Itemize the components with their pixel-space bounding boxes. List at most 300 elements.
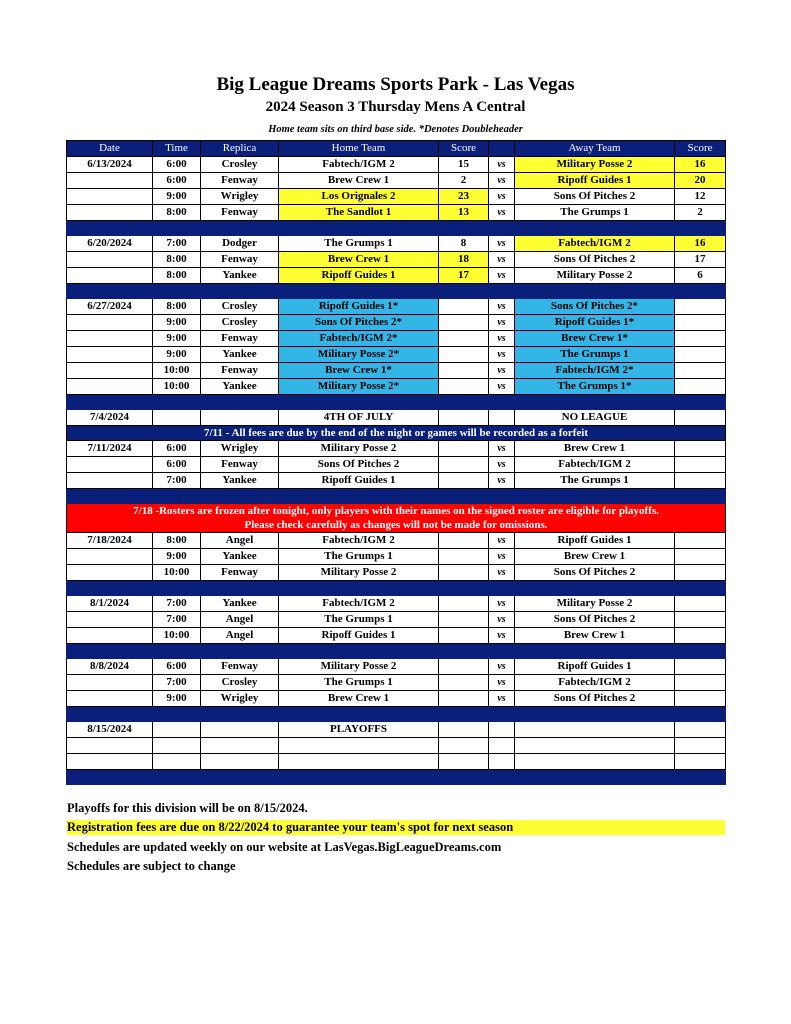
game-row bbox=[67, 331, 726, 347]
away-team-cell: The Grumps 1 bbox=[515, 347, 675, 363]
blank-cell bbox=[439, 738, 489, 754]
vs-cell: vs bbox=[489, 268, 515, 284]
subject-to-change-note: Schedules are subject to change bbox=[67, 859, 236, 873]
time-cell: 9:00 bbox=[153, 549, 201, 565]
game-row bbox=[67, 628, 726, 644]
home-score-cell: 23 bbox=[439, 189, 489, 205]
roster-notice-line: Please check carefully as changes will not be made for omissions. bbox=[244, 519, 548, 531]
spacer-cell bbox=[201, 707, 279, 722]
game-row bbox=[67, 236, 726, 252]
home-team-cell: Military Posse 2 bbox=[279, 565, 439, 581]
header-time: Time bbox=[153, 141, 201, 157]
vs-cell: vs bbox=[489, 457, 515, 473]
away-score-cell bbox=[675, 722, 726, 738]
date-cell bbox=[67, 457, 153, 473]
spacer-row bbox=[67, 489, 726, 504]
home-score-cell bbox=[439, 691, 489, 707]
game-row bbox=[67, 612, 726, 628]
blank-cell bbox=[67, 754, 153, 770]
time-cell: 6:00 bbox=[153, 457, 201, 473]
spacer-cell bbox=[515, 770, 675, 785]
time-cell: 7:00 bbox=[153, 596, 201, 612]
away-score-cell: 17 bbox=[675, 252, 726, 268]
spacer-cell bbox=[67, 395, 153, 410]
date-cell: 7/4/2024 bbox=[67, 410, 153, 426]
spacer-cell bbox=[201, 284, 279, 299]
away-score-cell: 12 bbox=[675, 189, 726, 205]
home-team-cell: Ripoff Guides 1 bbox=[279, 268, 439, 284]
time-cell: 8:00 bbox=[153, 268, 201, 284]
away-team-cell: Military Posse 2 bbox=[515, 157, 675, 173]
replica-cell: Angel bbox=[201, 612, 279, 628]
replica-cell: Yankee bbox=[201, 473, 279, 489]
replica-cell: Crosley bbox=[201, 299, 279, 315]
spacer-cell bbox=[279, 489, 439, 504]
home-team-cell: The Grumps 1 bbox=[279, 549, 439, 565]
game-row bbox=[67, 473, 726, 489]
home-score-cell bbox=[439, 299, 489, 315]
home-score-cell bbox=[439, 722, 489, 738]
home-score-cell: 2 bbox=[439, 173, 489, 189]
home-score-cell bbox=[439, 347, 489, 363]
away-team-cell: Sons Of Pitches 2 bbox=[515, 612, 675, 628]
date-cell: 8/1/2024 bbox=[67, 596, 153, 612]
home-team-cell: PLAYOFFS bbox=[279, 722, 439, 738]
away-score-cell bbox=[675, 549, 726, 565]
time-cell: 8:00 bbox=[153, 533, 201, 549]
away-score-cell bbox=[675, 331, 726, 347]
home-team-cell: Fabtech/IGM 2 bbox=[279, 533, 439, 549]
header-replica: Replica bbox=[201, 141, 279, 157]
spacer-cell bbox=[201, 770, 279, 785]
blank-cell bbox=[675, 738, 726, 754]
spacer-row bbox=[67, 707, 726, 722]
spacer-cell bbox=[67, 284, 153, 299]
away-team-cell: Fabtech/IGM 2 bbox=[515, 457, 675, 473]
game-row bbox=[67, 205, 726, 221]
home-team-cell: Military Posse 2* bbox=[279, 347, 439, 363]
away-team-cell: Sons Of Pitches 2 bbox=[515, 189, 675, 205]
spacer-cell bbox=[489, 770, 515, 785]
header-home-team: Home Team bbox=[279, 141, 439, 157]
away-team-cell: Sons Of Pitches 2 bbox=[515, 252, 675, 268]
vs-cell: vs bbox=[489, 379, 515, 395]
date-cell bbox=[67, 173, 153, 189]
playoffs-note: Playoffs for this division will be on 8/15/2024. bbox=[67, 801, 308, 815]
spacer-cell bbox=[439, 489, 489, 504]
away-team-cell: Ripoff Guides 1 bbox=[515, 173, 675, 189]
date-cell: 6/13/2024 bbox=[67, 157, 153, 173]
spacer-row bbox=[67, 644, 726, 659]
spacer-cell bbox=[439, 221, 489, 236]
vs-cell: vs bbox=[489, 596, 515, 612]
spacer-cell bbox=[489, 489, 515, 504]
spacer-cell bbox=[515, 489, 675, 504]
time-cell: 7:00 bbox=[153, 675, 201, 691]
vs-cell: vs bbox=[489, 675, 515, 691]
spacer-row bbox=[67, 770, 726, 785]
spacer-cell bbox=[153, 707, 201, 722]
away-team-cell: Sons Of Pitches 2 bbox=[515, 565, 675, 581]
vs-cell: vs bbox=[489, 473, 515, 489]
home-team-cell: 4TH OF JULY bbox=[279, 410, 439, 426]
time-cell: 9:00 bbox=[153, 331, 201, 347]
blank-cell bbox=[279, 754, 439, 770]
away-team-cell: The Grumps 1* bbox=[515, 379, 675, 395]
away-team-cell: The Grumps 1 bbox=[515, 205, 675, 221]
fees-notice: 7/11 - All fees are due by the end of the night or games will be recorded as a forfeit bbox=[67, 426, 726, 441]
time-cell: 10:00 bbox=[153, 628, 201, 644]
blank-cell bbox=[515, 738, 675, 754]
time-cell: 6:00 bbox=[153, 173, 201, 189]
game-row bbox=[67, 252, 726, 268]
event-row bbox=[67, 722, 726, 738]
blank-cell bbox=[675, 754, 726, 770]
away-score-cell: 16 bbox=[675, 236, 726, 252]
spacer-cell bbox=[675, 770, 726, 785]
home-team-cell: Fabtech/IGM 2 bbox=[279, 157, 439, 173]
vs-cell: vs bbox=[489, 612, 515, 628]
header-away-score: Score bbox=[675, 141, 726, 157]
spacer-cell bbox=[515, 221, 675, 236]
home-team-cell: Brew Crew 1 bbox=[279, 691, 439, 707]
away-team-cell: Ripoff Guides 1* bbox=[515, 315, 675, 331]
home-score-cell bbox=[439, 533, 489, 549]
spacer-cell bbox=[279, 581, 439, 596]
replica-cell: Fenway bbox=[201, 363, 279, 379]
vs-cell: vs bbox=[489, 331, 515, 347]
away-team-cell: Sons Of Pitches 2 bbox=[515, 691, 675, 707]
spacer-cell bbox=[153, 770, 201, 785]
away-score-cell bbox=[675, 533, 726, 549]
replica-cell: Angel bbox=[201, 533, 279, 549]
fees-notice-row bbox=[67, 426, 726, 441]
spacer-cell bbox=[153, 221, 201, 236]
vs-cell: vs bbox=[489, 533, 515, 549]
vs-cell: vs bbox=[489, 549, 515, 565]
game-row bbox=[67, 379, 726, 395]
time-cell: 10:00 bbox=[153, 363, 201, 379]
replica-cell: Crosley bbox=[201, 675, 279, 691]
away-score-cell bbox=[675, 659, 726, 675]
spacer-cell bbox=[201, 221, 279, 236]
blank-row bbox=[67, 738, 726, 754]
spacer-cell bbox=[489, 284, 515, 299]
away-score-cell bbox=[675, 628, 726, 644]
header-home-score: Score bbox=[439, 141, 489, 157]
date-cell bbox=[67, 205, 153, 221]
away-score-cell bbox=[675, 565, 726, 581]
date-cell bbox=[67, 612, 153, 628]
spacer-cell bbox=[67, 644, 153, 659]
away-team-cell: NO LEAGUE bbox=[515, 410, 675, 426]
away-team-cell: Brew Crew 1 bbox=[515, 549, 675, 565]
blank-cell bbox=[489, 738, 515, 754]
game-row bbox=[67, 457, 726, 473]
away-score-cell bbox=[675, 379, 726, 395]
replica-cell: Fenway bbox=[201, 205, 279, 221]
home-team-cell: Fabtech/IGM 2* bbox=[279, 331, 439, 347]
spacer-row bbox=[67, 221, 726, 236]
home-team-cell: Brew Crew 1* bbox=[279, 363, 439, 379]
home-score-cell bbox=[439, 410, 489, 426]
roster-notice-line: 7/18 -Rosters are frozen after tonight, only players with their names on the signed roster are eligible for playoffs. bbox=[133, 505, 659, 517]
date-cell: 6/27/2024 bbox=[67, 299, 153, 315]
date-cell: 6/20/2024 bbox=[67, 236, 153, 252]
spacer-row bbox=[67, 395, 726, 410]
replica-cell bbox=[201, 722, 279, 738]
home-score-cell bbox=[439, 596, 489, 612]
away-score-cell bbox=[675, 347, 726, 363]
vs-cell: vs bbox=[489, 691, 515, 707]
game-row bbox=[67, 268, 726, 284]
spacer-cell bbox=[675, 489, 726, 504]
home-score-cell: 18 bbox=[439, 252, 489, 268]
away-score-cell: 20 bbox=[675, 173, 726, 189]
vs-cell: vs bbox=[489, 315, 515, 331]
time-cell: 7:00 bbox=[153, 236, 201, 252]
table-header-row bbox=[67, 141, 726, 157]
time-cell: 9:00 bbox=[153, 189, 201, 205]
away-team-cell: Brew Crew 1* bbox=[515, 331, 675, 347]
spacer-cell bbox=[279, 284, 439, 299]
replica-cell: Yankee bbox=[201, 347, 279, 363]
replica-cell: Angel bbox=[201, 628, 279, 644]
away-score-cell: 6 bbox=[675, 268, 726, 284]
home-score-cell bbox=[439, 675, 489, 691]
page-subtitle: 2024 Season 3 Thursday Mens A Central bbox=[265, 99, 526, 115]
home-score-cell: 13 bbox=[439, 205, 489, 221]
time-cell: 10:00 bbox=[153, 565, 201, 581]
vs-cell bbox=[489, 410, 515, 426]
spacer-cell bbox=[675, 221, 726, 236]
spacer-cell bbox=[279, 221, 439, 236]
away-team-cell bbox=[515, 722, 675, 738]
vs-cell: vs bbox=[489, 441, 515, 457]
spacer-cell bbox=[489, 644, 515, 659]
spacer-row bbox=[67, 284, 726, 299]
date-cell bbox=[67, 252, 153, 268]
doubleheader-note: Home team sits on third base side. *Denotes Doubleheader bbox=[268, 124, 523, 135]
home-score-cell: 17 bbox=[439, 268, 489, 284]
vs-cell bbox=[489, 722, 515, 738]
spacer-cell bbox=[489, 395, 515, 410]
vs-cell: vs bbox=[489, 347, 515, 363]
roster-notice bbox=[67, 504, 726, 533]
home-score-cell bbox=[439, 379, 489, 395]
date-cell: 7/18/2024 bbox=[67, 533, 153, 549]
home-team-cell: Ripoff Guides 1 bbox=[279, 628, 439, 644]
date-cell bbox=[67, 565, 153, 581]
spacer-cell bbox=[201, 395, 279, 410]
vs-cell: vs bbox=[489, 205, 515, 221]
away-team-cell: Military Posse 2 bbox=[515, 268, 675, 284]
time-cell: 9:00 bbox=[153, 347, 201, 363]
date-cell bbox=[67, 331, 153, 347]
spacer-cell bbox=[439, 770, 489, 785]
away-score-cell bbox=[675, 473, 726, 489]
time-cell: 8:00 bbox=[153, 252, 201, 268]
date-cell bbox=[67, 473, 153, 489]
replica-cell: Fenway bbox=[201, 331, 279, 347]
time-cell: 6:00 bbox=[153, 659, 201, 675]
away-score-cell bbox=[675, 299, 726, 315]
game-row bbox=[67, 157, 726, 173]
blank-cell bbox=[439, 754, 489, 770]
away-score-cell bbox=[675, 441, 726, 457]
blank-cell bbox=[153, 754, 201, 770]
vs-cell: vs bbox=[489, 252, 515, 268]
page-title: Big League Dreams Sports Park - Las Vegas bbox=[216, 74, 575, 95]
vs-cell: vs bbox=[489, 565, 515, 581]
away-score-cell: 2 bbox=[675, 205, 726, 221]
blank-cell bbox=[515, 754, 675, 770]
home-score-cell bbox=[439, 565, 489, 581]
spacer-cell bbox=[489, 221, 515, 236]
game-row bbox=[67, 549, 726, 565]
game-row bbox=[67, 363, 726, 379]
replica-cell: Yankee bbox=[201, 379, 279, 395]
replica-cell: Fenway bbox=[201, 565, 279, 581]
spacer-cell bbox=[439, 395, 489, 410]
away-team-cell: Fabtech/IGM 2 bbox=[515, 236, 675, 252]
blank-cell bbox=[201, 738, 279, 754]
schedule-table bbox=[66, 140, 726, 785]
game-row bbox=[67, 596, 726, 612]
game-row bbox=[67, 659, 726, 675]
date-cell bbox=[67, 691, 153, 707]
spacer-cell bbox=[201, 644, 279, 659]
spacer-row bbox=[67, 581, 726, 596]
spacer-cell bbox=[153, 489, 201, 504]
game-row bbox=[67, 299, 726, 315]
home-team-cell: Ripoff Guides 1* bbox=[279, 299, 439, 315]
time-cell: 9:00 bbox=[153, 691, 201, 707]
replica-cell: Fenway bbox=[201, 457, 279, 473]
home-team-cell: The Grumps 1 bbox=[279, 236, 439, 252]
replica-cell: Fenway bbox=[201, 173, 279, 189]
away-team-cell: Ripoff Guides 1 bbox=[515, 659, 675, 675]
home-score-cell bbox=[439, 441, 489, 457]
home-score-cell bbox=[439, 612, 489, 628]
vs-cell: vs bbox=[489, 236, 515, 252]
replica-cell: Yankee bbox=[201, 268, 279, 284]
vs-cell: vs bbox=[489, 363, 515, 379]
away-score-cell bbox=[675, 410, 726, 426]
spacer-cell bbox=[279, 707, 439, 722]
replica-cell: Fenway bbox=[201, 659, 279, 675]
date-cell bbox=[67, 628, 153, 644]
home-score-cell bbox=[439, 473, 489, 489]
game-row bbox=[67, 675, 726, 691]
vs-cell: vs bbox=[489, 628, 515, 644]
spacer-cell bbox=[67, 221, 153, 236]
blank-cell bbox=[279, 738, 439, 754]
spacer-cell bbox=[153, 284, 201, 299]
away-score-cell bbox=[675, 315, 726, 331]
date-cell bbox=[67, 189, 153, 205]
away-score-cell bbox=[675, 612, 726, 628]
spacer-cell bbox=[67, 581, 153, 596]
away-team-cell: The Grumps 1 bbox=[515, 473, 675, 489]
game-row bbox=[67, 691, 726, 707]
spacer-cell bbox=[489, 581, 515, 596]
game-row bbox=[67, 533, 726, 549]
event-row bbox=[67, 410, 726, 426]
date-cell bbox=[67, 675, 153, 691]
replica-cell: Crosley bbox=[201, 315, 279, 331]
date-cell bbox=[67, 549, 153, 565]
blank-cell bbox=[153, 738, 201, 754]
home-score-cell bbox=[439, 457, 489, 473]
away-score-cell bbox=[675, 363, 726, 379]
away-score-cell bbox=[675, 596, 726, 612]
spacer-cell bbox=[279, 395, 439, 410]
vs-cell: vs bbox=[489, 157, 515, 173]
time-cell: 8:00 bbox=[153, 205, 201, 221]
spacer-cell bbox=[279, 644, 439, 659]
blank-cell bbox=[67, 738, 153, 754]
away-team-cell: Brew Crew 1 bbox=[515, 628, 675, 644]
home-score-cell bbox=[439, 549, 489, 565]
time-cell bbox=[153, 722, 201, 738]
blank-cell bbox=[489, 754, 515, 770]
replica-cell: Wrigley bbox=[201, 441, 279, 457]
date-cell bbox=[67, 347, 153, 363]
spacer-cell bbox=[675, 284, 726, 299]
home-team-cell: Brew Crew 1 bbox=[279, 173, 439, 189]
home-team-cell: Brew Crew 1 bbox=[279, 252, 439, 268]
vs-cell: vs bbox=[489, 173, 515, 189]
game-row bbox=[67, 173, 726, 189]
home-team-cell: Military Posse 2 bbox=[279, 441, 439, 457]
home-score-cell: 8 bbox=[439, 236, 489, 252]
time-cell: 6:00 bbox=[153, 441, 201, 457]
time-cell: 9:00 bbox=[153, 315, 201, 331]
spacer-cell bbox=[515, 644, 675, 659]
spacer-cell bbox=[515, 707, 675, 722]
date-cell: 8/8/2024 bbox=[67, 659, 153, 675]
spacer-cell bbox=[439, 644, 489, 659]
home-score-cell bbox=[439, 331, 489, 347]
replica-cell: Crosley bbox=[201, 157, 279, 173]
home-team-cell: The Grumps 1 bbox=[279, 675, 439, 691]
away-score-cell bbox=[675, 457, 726, 473]
replica-cell bbox=[201, 410, 279, 426]
game-row bbox=[67, 565, 726, 581]
roster-notice-row bbox=[67, 504, 726, 533]
header-date: Date bbox=[67, 141, 153, 157]
home-team-cell: Ripoff Guides 1 bbox=[279, 473, 439, 489]
spacer-cell bbox=[439, 581, 489, 596]
date-cell bbox=[67, 363, 153, 379]
spacer-cell bbox=[515, 395, 675, 410]
home-team-cell: Military Posse 2 bbox=[279, 659, 439, 675]
spacer-cell bbox=[675, 644, 726, 659]
spacer-cell bbox=[153, 644, 201, 659]
spacer-cell bbox=[489, 707, 515, 722]
home-score-cell bbox=[439, 659, 489, 675]
away-team-cell: Military Posse 2 bbox=[515, 596, 675, 612]
home-score-cell bbox=[439, 315, 489, 331]
spacer-cell bbox=[515, 284, 675, 299]
replica-cell: Yankee bbox=[201, 549, 279, 565]
spacer-cell bbox=[675, 707, 726, 722]
spacer-cell bbox=[153, 581, 201, 596]
time-cell: 7:00 bbox=[153, 473, 201, 489]
spacer-cell bbox=[201, 489, 279, 504]
home-score-cell bbox=[439, 628, 489, 644]
